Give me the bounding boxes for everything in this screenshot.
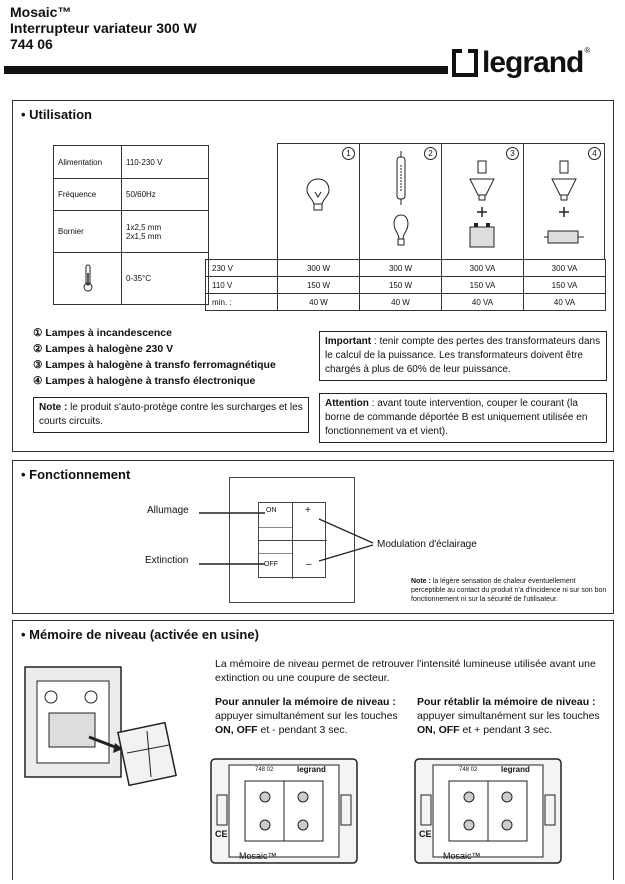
retablir-instructions bbox=[417, 695, 613, 737]
title-product: Interrupteur variateur 300 W bbox=[10, 20, 197, 36]
memoire-intro: La mémoire de niveau permet de retrouver l'intensité lumineuse utilisée avant une extinction ou une coupure de secteur. bbox=[215, 658, 596, 684]
power-value: 40 VA bbox=[442, 294, 524, 311]
lamp-cell-1 bbox=[277, 143, 359, 259]
power-value: 300 VA bbox=[442, 260, 524, 277]
power-value: 40 W bbox=[360, 294, 442, 311]
legend-item: ④ Lampes à halogène à transfo électronique bbox=[33, 375, 256, 387]
retablir-text: appuyer simultanément sur les touches bbox=[417, 710, 600, 722]
utilisation-title: • Utilisation bbox=[21, 107, 92, 122]
spec-table bbox=[53, 145, 209, 305]
legend-item: ② Lampes à halogène 230 V bbox=[33, 343, 174, 355]
spec-row bbox=[54, 211, 209, 253]
power-label: 110 V bbox=[206, 277, 278, 294]
ce-mark: CE bbox=[215, 829, 228, 839]
annuler-title: Pour annuler la mémoire de niveau : bbox=[215, 696, 396, 708]
legrand-logo bbox=[452, 46, 590, 80]
memoire-section bbox=[12, 620, 614, 880]
plus-key-label: + bbox=[305, 505, 311, 516]
legend-item: ③ Lampes à halogène à transfo ferromagnétique bbox=[33, 359, 276, 371]
note-box bbox=[33, 397, 309, 433]
lamp-legend bbox=[33, 325, 276, 389]
note-text: le produit s'auto-protège contre les surcharges et les courts circuits. bbox=[39, 402, 303, 427]
fonctionnement-note bbox=[411, 577, 607, 604]
module-brand: legrand bbox=[297, 765, 326, 774]
power-value: 150 VA bbox=[524, 277, 606, 294]
lamp-number: 4 bbox=[588, 147, 601, 160]
incandescent-bulb-icon bbox=[305, 177, 331, 213]
power-label: min. : bbox=[206, 294, 278, 311]
fonctionnement-section bbox=[12, 460, 614, 614]
lamp-cell-3 bbox=[442, 143, 523, 259]
module-brand: legrand bbox=[501, 765, 530, 774]
document-title bbox=[10, 4, 197, 52]
logo-text: legrand bbox=[482, 46, 584, 79]
module-name: Mosaic™ bbox=[443, 851, 481, 861]
lamp-number: 2 bbox=[424, 147, 437, 160]
on-key-label: ON bbox=[266, 507, 277, 514]
off-key-label: OFF bbox=[264, 561, 278, 568]
spec-label: Bornier bbox=[54, 211, 122, 253]
power-row bbox=[206, 260, 606, 277]
module-diagram-annuler bbox=[209, 751, 359, 869]
power-row bbox=[206, 277, 606, 294]
module-name: Mosaic™ bbox=[239, 851, 277, 861]
title-reference: 744 06 bbox=[10, 36, 53, 52]
halogen-electronic-icon bbox=[544, 159, 584, 255]
power-label: 230 V bbox=[206, 260, 278, 277]
halogen-230v-icon bbox=[390, 151, 412, 251]
power-value: 150 W bbox=[360, 277, 442, 294]
power-value: 300 W bbox=[278, 260, 360, 277]
ce-mark: CE bbox=[419, 829, 432, 839]
spec-value: 1x2,5 mm 2x1,5 mm bbox=[122, 211, 209, 253]
module-install-illustration-icon bbox=[19, 657, 177, 789]
module-ref: 748 02 bbox=[459, 767, 478, 773]
attention-label: Attention bbox=[325, 398, 369, 409]
retablir-title: Pour rétablir la mémoire de niveau : bbox=[417, 696, 596, 708]
minus-key-label: – bbox=[306, 559, 312, 570]
note-label: Note : bbox=[39, 402, 68, 413]
module-diagram-icon bbox=[413, 751, 563, 869]
thermometer-icon bbox=[81, 263, 95, 293]
module-ref: 748 02 bbox=[255, 767, 274, 773]
spec-label: Alimentation bbox=[54, 146, 122, 179]
extinction-label: Extinction bbox=[145, 555, 189, 566]
spec-label: Fréquence bbox=[54, 179, 122, 211]
utilisation-section bbox=[12, 100, 614, 452]
retablir-keys: ON, OFF bbox=[417, 724, 460, 736]
annuler-end: et - pendant 3 sec. bbox=[257, 724, 348, 736]
lamp-number: 1 bbox=[342, 147, 355, 160]
legend-item: ① Lampes à incandescence bbox=[33, 327, 172, 339]
spec-value: 110-230 V bbox=[122, 146, 209, 179]
attention-box bbox=[319, 393, 607, 443]
power-value: 150 W bbox=[278, 277, 360, 294]
spec-row bbox=[54, 179, 209, 211]
allumage-label: Allumage bbox=[147, 505, 189, 516]
attention-text: : avant toute intervention, couper le courant (la borne de commande déportée B est uniquement utilisée en fonctionnement va et vient). bbox=[325, 398, 588, 437]
modulation-label: Modulation d'éclairage bbox=[377, 539, 477, 550]
annuler-instructions bbox=[215, 695, 415, 737]
retablir-end: et + pendant 3 sec. bbox=[459, 724, 553, 736]
spec-row bbox=[54, 146, 209, 179]
important-text: : tenir compte des pertes des transformateurs dans le calcul de la puissance. Les transformateurs doivent être chargés à plus de 60% de leur puissance. bbox=[325, 336, 601, 375]
annuler-text: appuyer simultanément sur les touches bbox=[215, 710, 398, 722]
legrand-logo-mark-icon bbox=[452, 49, 478, 77]
spec-value: 50/60Hz bbox=[122, 179, 209, 211]
module-diagram-retablir bbox=[413, 751, 563, 869]
power-value: 150 VA bbox=[442, 277, 524, 294]
fonctionnement-note-text: la légère sensation de chaleur éventuellement perceptible au contact du produit n'a d'incidence ni sur son bon fonctionnement ni sur la sécurité de l'utilisateur. bbox=[411, 578, 607, 603]
power-value: 300 VA bbox=[524, 260, 606, 277]
logo-registered: ® bbox=[584, 46, 591, 55]
memoire-title: • Mémoire de niveau (activée en usine) bbox=[21, 627, 259, 642]
important-label: Important bbox=[325, 336, 372, 347]
lamp-number: 3 bbox=[506, 147, 519, 160]
power-table bbox=[205, 259, 606, 311]
lamps-table bbox=[205, 143, 605, 311]
spec-value: 0-35°C bbox=[122, 253, 209, 305]
fonctionnement-title: • Fonctionnement bbox=[21, 467, 131, 482]
spec-label bbox=[54, 253, 122, 305]
power-value: 40 VA bbox=[524, 294, 606, 311]
power-value: 40 W bbox=[278, 294, 360, 311]
important-box bbox=[319, 331, 607, 381]
power-row bbox=[206, 294, 606, 311]
fonctionnement-note-label: Note : bbox=[411, 578, 431, 585]
header-bar bbox=[4, 66, 448, 74]
title-brand: Mosaic™ bbox=[10, 4, 72, 20]
module-diagram-icon bbox=[209, 751, 359, 869]
lamp-cell-4 bbox=[524, 143, 605, 259]
power-value: 300 W bbox=[360, 260, 442, 277]
lamp-cell-2 bbox=[360, 143, 441, 259]
spec-row bbox=[54, 253, 209, 305]
annuler-keys: ON, OFF bbox=[215, 724, 258, 736]
halogen-ferromagnetic-icon bbox=[464, 159, 500, 255]
